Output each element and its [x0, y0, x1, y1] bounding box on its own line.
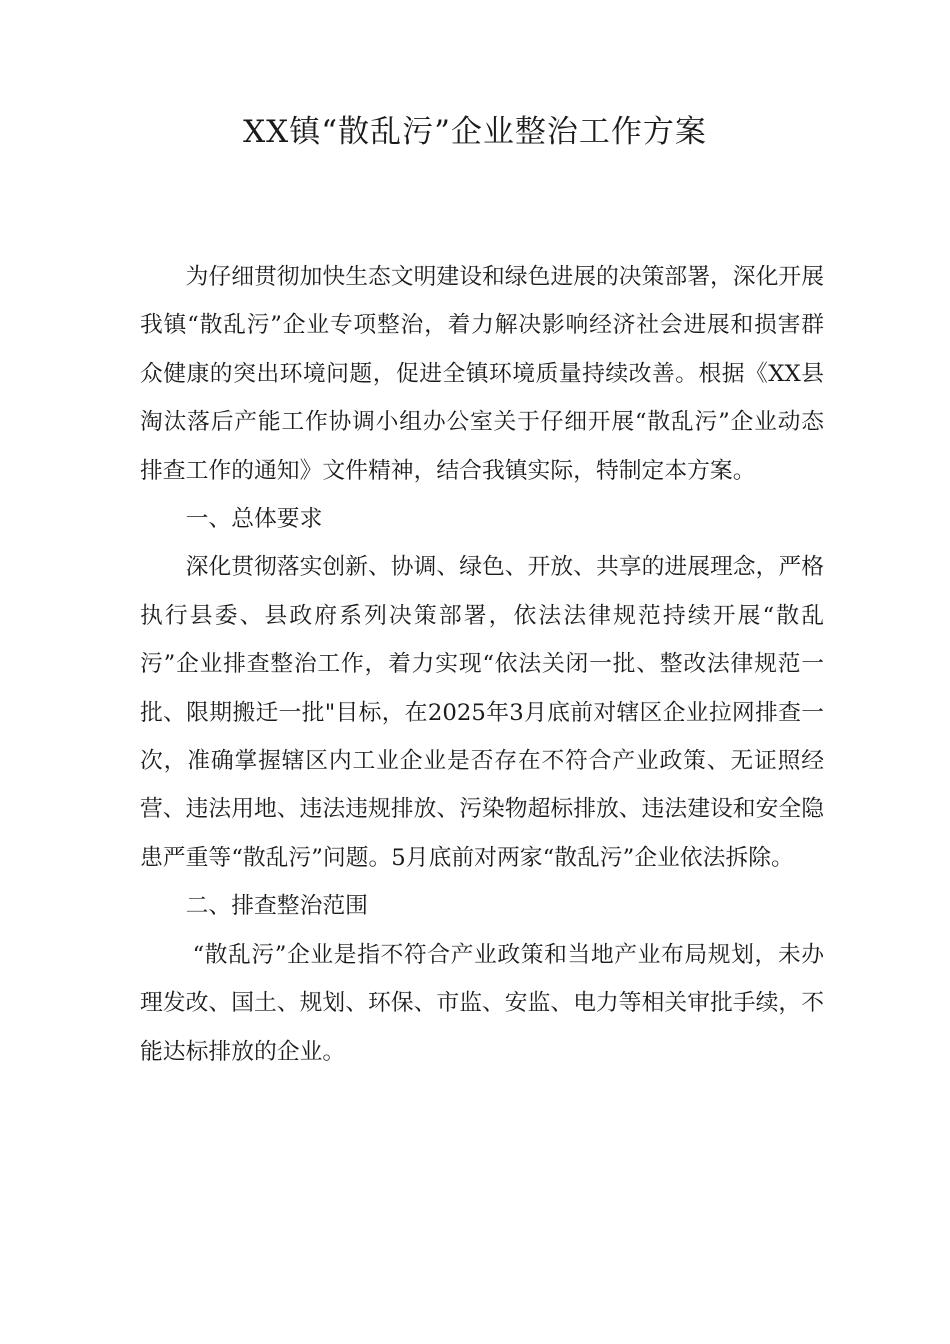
scope-paragraph: “散乱污”企业是指不符合产业政策和当地产业布局规划，未办理发改、国土、规划、环保、市监、安监、电力等相关审批手续，不能达标排放的企业。: [140, 941, 824, 1065]
document-title: XX镇“散乱污”企业整治工作方案: [243, 114, 707, 150]
intro-paragraph: 为仔细贯彻加快生态文明建设和绿色进展的决策部署，深化开展我镇“散乱污”企业专项整治，着力解决影响经济社会进展和损害群众健康的突出环境问题，促进全镇环境质量持续改善。根据《XX县淘汰落后产能工作协调小组办公室关于仔细开展“散乱污”企业动态排查工作的通知》文件精神，结合我镇实际，特制定本方案。: [140, 264, 824, 484]
general-requirements-paragraph: 深化贯彻落实创新、协调、绿色、开放、共享的进展理念，严格执行县委、县政府系列决策部署，依法法律规范持续开展“散乱污”企业排查整治工作，着力实现“依法关闭一批、整改法律规范一批、限期搬迁一批"目标，在2025年3月底前对辖区企业拉网排查一次，准确掌握辖区内工业企业是否存在不符合产业政策、无证照经营、违法用地、违法违规排放、污染物超标排放、违法建设和安全隐患严重等“散乱污”问题。5月底前对两家“散乱污”企业依法拆除。: [140, 554, 824, 871]
section-heading-general-requirements: 一、总体要求: [185, 506, 323, 533]
section-heading-scope: 二、排查整治范围: [185, 893, 368, 920]
document-body: [140, 253, 824, 1076]
